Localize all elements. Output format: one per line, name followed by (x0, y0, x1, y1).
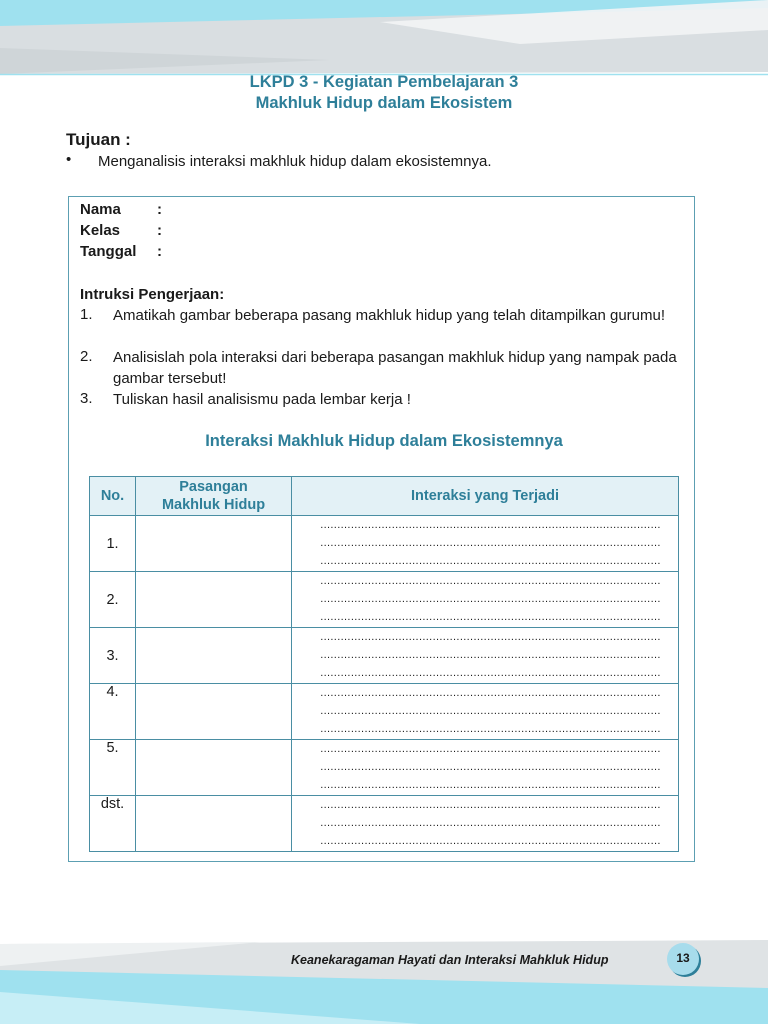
field-colon: : (157, 243, 162, 260)
tujuan-item: Menganalisis interaksi makhluk hidup dalam ekosistemnya. (98, 153, 492, 170)
pair-input-cell[interactable] (136, 516, 292, 572)
table-row (90, 740, 679, 796)
dotted-line: .................................................................................................... (320, 835, 661, 847)
row-number: 5. (90, 740, 136, 796)
field-colon: : (157, 222, 162, 239)
table-row (90, 796, 679, 852)
dotted-line: .................................................................................................... (320, 575, 661, 587)
dotted-line: .................................................................................................... (320, 631, 661, 643)
dotted-line: .................................................................................................... (320, 817, 661, 829)
dotted-line: .................................................................................................... (320, 687, 661, 699)
row-number: dst. (90, 796, 136, 852)
row-number: 4. (90, 684, 136, 740)
table-row (90, 572, 679, 628)
pair-input-cell[interactable] (136, 796, 292, 852)
worksheet-table (89, 476, 679, 852)
row-number: 1. (90, 516, 136, 572)
dotted-line: .................................................................................................... (320, 667, 661, 679)
table-row (90, 516, 679, 572)
dotted-line: .................................................................................................... (320, 519, 661, 531)
field-label-tanggal: Tanggal (80, 243, 137, 260)
instruction-number: 1. (80, 306, 93, 323)
instruction-number: 2. (80, 348, 93, 365)
table-header-row (90, 477, 679, 516)
pair-input-cell[interactable] (136, 628, 292, 684)
interaction-input-cell[interactable] (292, 516, 679, 572)
pair-input-cell[interactable] (136, 684, 292, 740)
row-number: 2. (90, 572, 136, 628)
dotted-line: .................................................................................................... (320, 723, 661, 735)
footer-banner (0, 930, 768, 1024)
tujuan-heading: Tujuan : (66, 130, 131, 149)
column-header-pair (136, 477, 292, 516)
dotted-line: .................................................................................................... (320, 705, 661, 717)
field-colon: : (157, 201, 162, 218)
instruction-number: 3. (80, 390, 93, 407)
column-header-interaction: Interaksi yang Terjadi (292, 477, 679, 516)
document-subtitle: Makhluk Hidup dalam Ekosistem (255, 94, 513, 112)
table-row (90, 628, 679, 684)
document-title: LKPD 3 - Kegiatan Pembelajaran 3 (249, 73, 519, 91)
dotted-line: .................................................................................................... (320, 611, 661, 623)
dotted-line: .................................................................................................... (320, 649, 661, 661)
page-number-badge: 13 (667, 943, 699, 975)
bullet-icon: • (66, 151, 72, 168)
dotted-line: .................................................................................................... (320, 743, 661, 755)
interaction-input-cell[interactable] (292, 684, 679, 740)
worksheet-title: Interaksi Makhluk Hidup dalam Ekosistemnya (205, 432, 563, 450)
interaction-input-cell[interactable] (292, 740, 679, 796)
interaction-input-cell[interactable] (292, 796, 679, 852)
pair-input-cell[interactable] (136, 740, 292, 796)
row-number: 3. (90, 628, 136, 684)
field-label-nama: Nama (80, 201, 121, 218)
instruction-text: Analisislah pola interaksi dari beberapa pasangan makhluk hidup yang nampak pada gambar tersebut! (113, 349, 677, 387)
interaction-input-cell[interactable] (292, 572, 679, 628)
table-row (90, 684, 679, 740)
column-header-no: No. (90, 477, 136, 516)
instruction-text: Amatikah gambar beberapa pasang makhluk hidup yang telah ditampilkan gurumu! (113, 307, 666, 324)
dotted-line: .................................................................................................... (320, 799, 661, 811)
dotted-line: .................................................................................................... (320, 761, 661, 773)
dotted-line: .................................................................................................... (320, 555, 661, 567)
footer-book-title: Keanekaragaman Hayati dan Interaksi Mahkluk Hidup (291, 953, 609, 967)
field-label-kelas: Kelas (80, 222, 121, 239)
interaction-input-cell[interactable] (292, 628, 679, 684)
dotted-line: .................................................................................................... (320, 779, 661, 791)
instructions-heading: Intruksi Pengerjaan: (80, 286, 225, 303)
header-banner (0, 0, 768, 80)
instruction-text: Tuliskan hasil analisismu pada lembar kerja ! (113, 391, 411, 408)
dotted-line: .................................................................................................... (320, 593, 661, 605)
dotted-line: .................................................................................................... (320, 537, 661, 549)
pair-input-cell[interactable] (136, 572, 292, 628)
column-header-pair-label: Pasangan Makhluk Hidup (161, 479, 266, 513)
